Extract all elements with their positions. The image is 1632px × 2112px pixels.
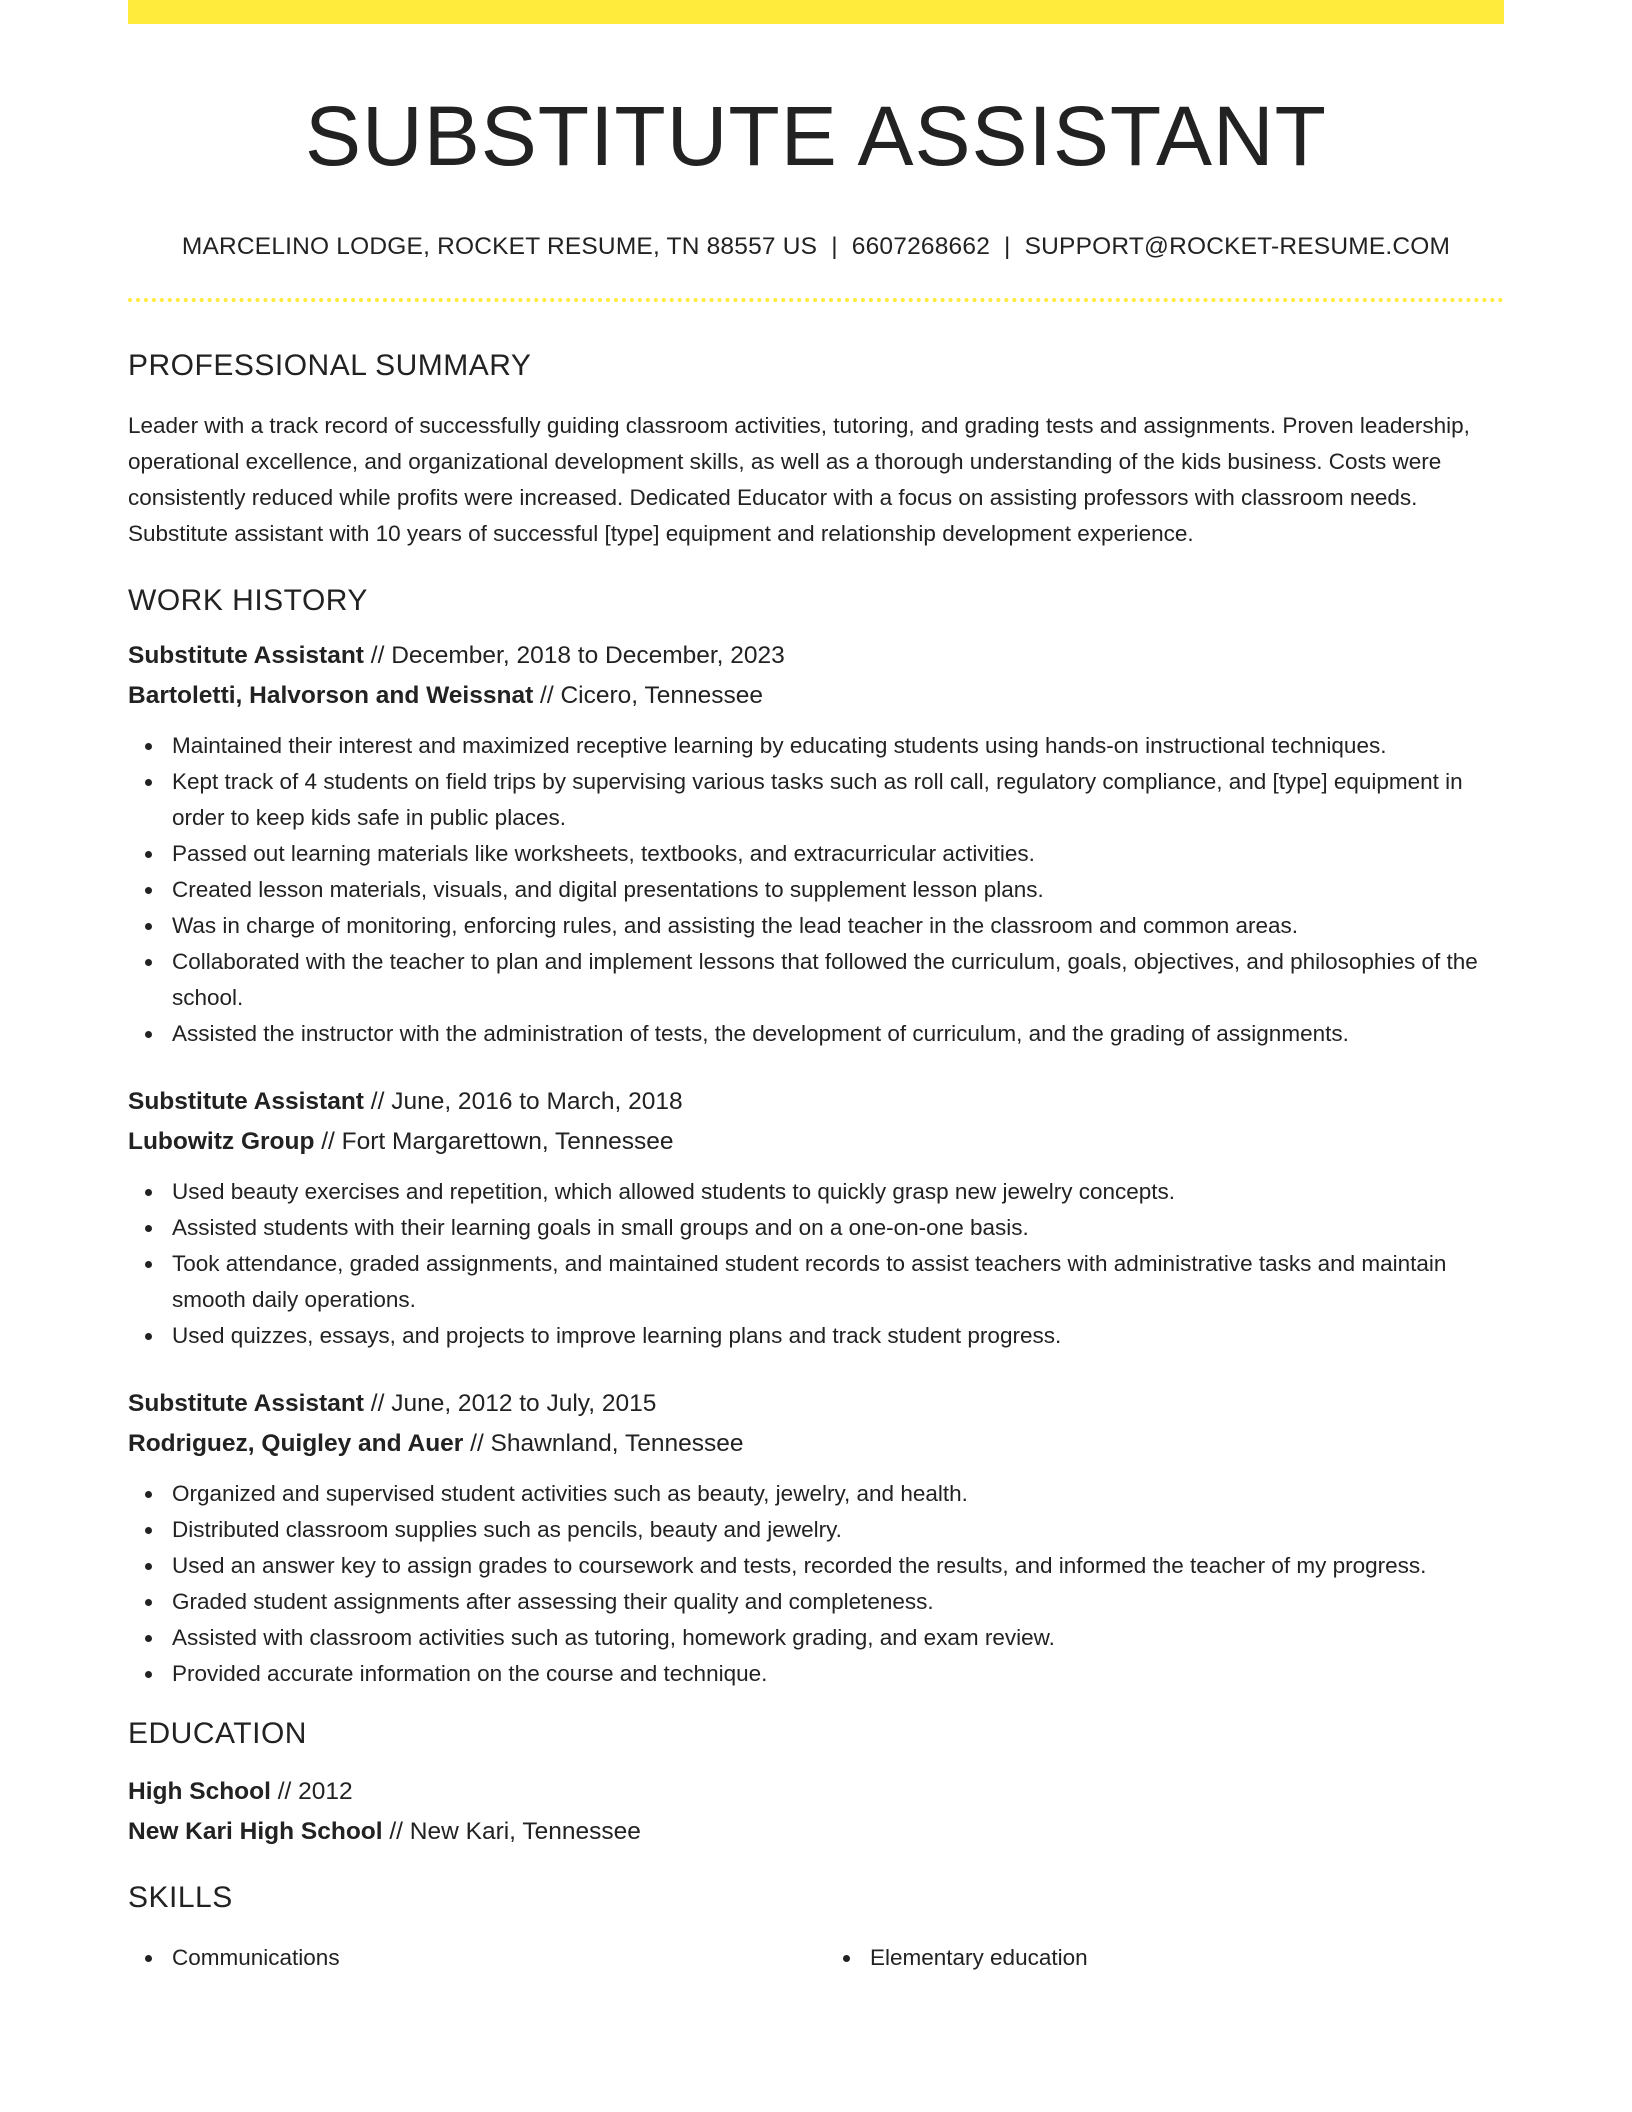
list-item: [172, 1246, 1504, 1318]
bullet-icon: [145, 1031, 152, 1038]
bullet-text: Assisted students with their learning goals in small groups and on a one-on-one basis.: [172, 1214, 1029, 1240]
list-item: [172, 1174, 1504, 1210]
work-history-list: [128, 636, 1504, 1692]
bullet-text: Assisted the instructor with the administration of tests, the development of curriculum, and the grading of assignments.: [172, 1020, 1349, 1046]
list-item: [172, 872, 1504, 908]
bullet-text: Kept track of 4 students on field trips by supervising various tasks such as roll call, regulatory compliance, and [type] equipment in order to keep kids safe in public places.: [172, 768, 1463, 830]
job-company: Rodriguez, Quigley and Auer: [128, 1429, 464, 1457]
work-history-title: WORK HISTORY: [128, 583, 368, 617]
bullet-icon: [145, 743, 152, 750]
contact-email: SUPPORT@ROCKET-RESUME.COM: [1024, 232, 1451, 260]
bullet-icon: [145, 959, 152, 966]
bullet-icon: [145, 779, 152, 786]
bullet-text: Graded student assignments after assessing their quality and completeness.: [172, 1588, 934, 1614]
list-item: [172, 1584, 1504, 1620]
job-entry: [128, 636, 1504, 1052]
bullet-text: Assisted with classroom activities such as tutoring, homework grading, and exam review.: [172, 1624, 1055, 1650]
bullet-icon: [145, 1491, 152, 1498]
job-title-line: [128, 1082, 1504, 1122]
resume-page: [128, 0, 1504, 1976]
bullet-icon: [145, 1527, 152, 1534]
job-bullets: [128, 1476, 1504, 1692]
list-item: [172, 1318, 1504, 1354]
bullet-icon: [145, 1563, 152, 1570]
skills-right-column: [826, 1940, 1504, 1976]
list-item: [172, 908, 1504, 944]
contact-line: [128, 231, 1504, 263]
list-item: [172, 1548, 1504, 1584]
education-location: // New Kari, Tennessee: [382, 1817, 641, 1845]
bullet-text: Used an answer key to assign grades to coursework and tests, recorded the results, and informed the teacher of my progress.: [172, 1552, 1427, 1578]
skills-title: SKILLS: [128, 1880, 233, 1914]
job-role: Substitute Assistant: [128, 1087, 364, 1115]
bullet-icon: [145, 1261, 152, 1268]
summary-title: PROFESSIONAL SUMMARY: [128, 348, 532, 382]
education-entry: [128, 1772, 1504, 1852]
bullet-text: Took attendance, graded assignments, and maintained student records to assist teachers with administrative tasks and maintain smooth daily operations.: [172, 1250, 1447, 1312]
list-item: [172, 1016, 1504, 1052]
job-location: // Fort Margarettown, Tennessee: [314, 1127, 674, 1155]
job-title-line: [128, 1384, 1504, 1424]
skills-grid: [128, 1940, 1504, 1976]
skill-text: Elementary education: [870, 1944, 1088, 1970]
bullet-text: Used quizzes, essays, and projects to improve learning plans and track student progress.: [172, 1322, 1062, 1348]
bullet-icon: [145, 1189, 152, 1196]
skill-text: Communications: [172, 1944, 340, 1970]
contact-separator: |: [1004, 232, 1011, 260]
job-company: Lubowitz Group: [128, 1127, 315, 1155]
job-location: // Shawnland, Tennessee: [463, 1429, 744, 1457]
bullet-icon: [145, 887, 152, 894]
job-company-line: [128, 1424, 1504, 1464]
list-item: [172, 1476, 1504, 1512]
bullet-text: Maintained their interest and maximized receptive learning by educating students using hands-on instructional techniques.: [172, 732, 1387, 758]
job-role: Substitute Assistant: [128, 1389, 364, 1417]
job-entry: [128, 1384, 1504, 1692]
list-item: [172, 836, 1504, 872]
bullet-text: Provided accurate information on the course and technique.: [172, 1660, 768, 1686]
contact-address: MARCELINO LODGE, ROCKET RESUME, TN 88557 US: [181, 232, 818, 260]
job-dates: // December, 2018 to December, 2023: [363, 641, 785, 669]
summary-text: Leader with a track record of successfully guiding classroom activities, tutoring, and grading tests and assignments. Proven leadership, operational excellence, and organizational development skills, as well as a thorough understanding of the kids business. Costs were consistently reduced while profits were increased. Dedicated Educator with a focus on assisting professors with classroom needs. Substitute assistant with 10 years of successful [type] equipment and relationship development experience.: [128, 412, 1470, 546]
job-bullets: [128, 728, 1504, 1052]
resume-name: SUBSTITUTE ASSISTANT: [305, 89, 1327, 183]
education-title: EDUCATION: [128, 1716, 307, 1750]
list-item: [172, 1620, 1504, 1656]
bullet-text: Was in charge of monitoring, enforcing rules, and assisting the lead teacher in the classroom and common areas.: [172, 912, 1298, 938]
bullet-text: Organized and supervised student activities such as beauty, jewelry, and health.: [172, 1480, 968, 1506]
skill-item: [870, 1940, 1504, 1976]
bullet-icon: [145, 1635, 152, 1642]
job-company-line: [128, 1122, 1504, 1162]
bullet-icon: [145, 851, 152, 858]
job-company: Bartoletti, Halvorson and Weissnat: [128, 681, 534, 709]
skill-item: [172, 1940, 806, 1976]
bullet-icon: [145, 1955, 152, 1962]
accent-bar: [128, 0, 1504, 24]
education-degree-line: [128, 1772, 1504, 1812]
bullet-text: Passed out learning materials like worksheets, textbooks, and extracurricular activities.: [172, 840, 1035, 866]
bullet-icon: [145, 1599, 152, 1606]
job-dates: // June, 2012 to July, 2015: [363, 1389, 657, 1417]
job-bullets: [128, 1174, 1504, 1354]
list-item: [172, 764, 1504, 836]
list-item: [172, 1512, 1504, 1548]
bullet-icon: [145, 1671, 152, 1678]
list-item: [172, 944, 1504, 1016]
bullet-text: Used beauty exercises and repetition, which allowed students to quickly grasp new jewelry concepts.: [172, 1178, 1176, 1204]
bullet-text: Created lesson materials, visuals, and digital presentations to supplement lesson plans.: [172, 876, 1044, 902]
skills-left-column: [128, 1940, 806, 1976]
education-degree: High School: [128, 1777, 271, 1805]
contact-separator: |: [831, 232, 838, 260]
job-role: Substitute Assistant: [128, 641, 364, 669]
bullet-text: Distributed classroom supplies such as pencils, beauty and jewelry.: [172, 1516, 842, 1542]
education-year: // 2012: [270, 1777, 353, 1805]
list-item: [172, 1210, 1504, 1246]
contact-phone: 6607268662: [851, 232, 991, 260]
education-school-line: [128, 1812, 1504, 1852]
job-dates: // June, 2016 to March, 2018: [363, 1087, 683, 1115]
job-company-line: [128, 676, 1504, 716]
job-title-line: [128, 636, 1504, 676]
job-location: // Cicero, Tennessee: [533, 681, 763, 709]
bullet-text: Collaborated with the teacher to plan and implement lessons that followed the curriculum, goals, objectives, and philosophies of the school.: [172, 948, 1478, 1010]
bullet-icon: [145, 923, 152, 930]
list-item: [172, 1656, 1504, 1692]
header-divider: [128, 298, 1504, 302]
list-item: [172, 728, 1504, 764]
bullet-icon: [145, 1333, 152, 1340]
bullet-icon: [843, 1955, 850, 1962]
bullet-icon: [145, 1225, 152, 1232]
education-school: New Kari High School: [128, 1817, 383, 1845]
job-entry: [128, 1082, 1504, 1354]
